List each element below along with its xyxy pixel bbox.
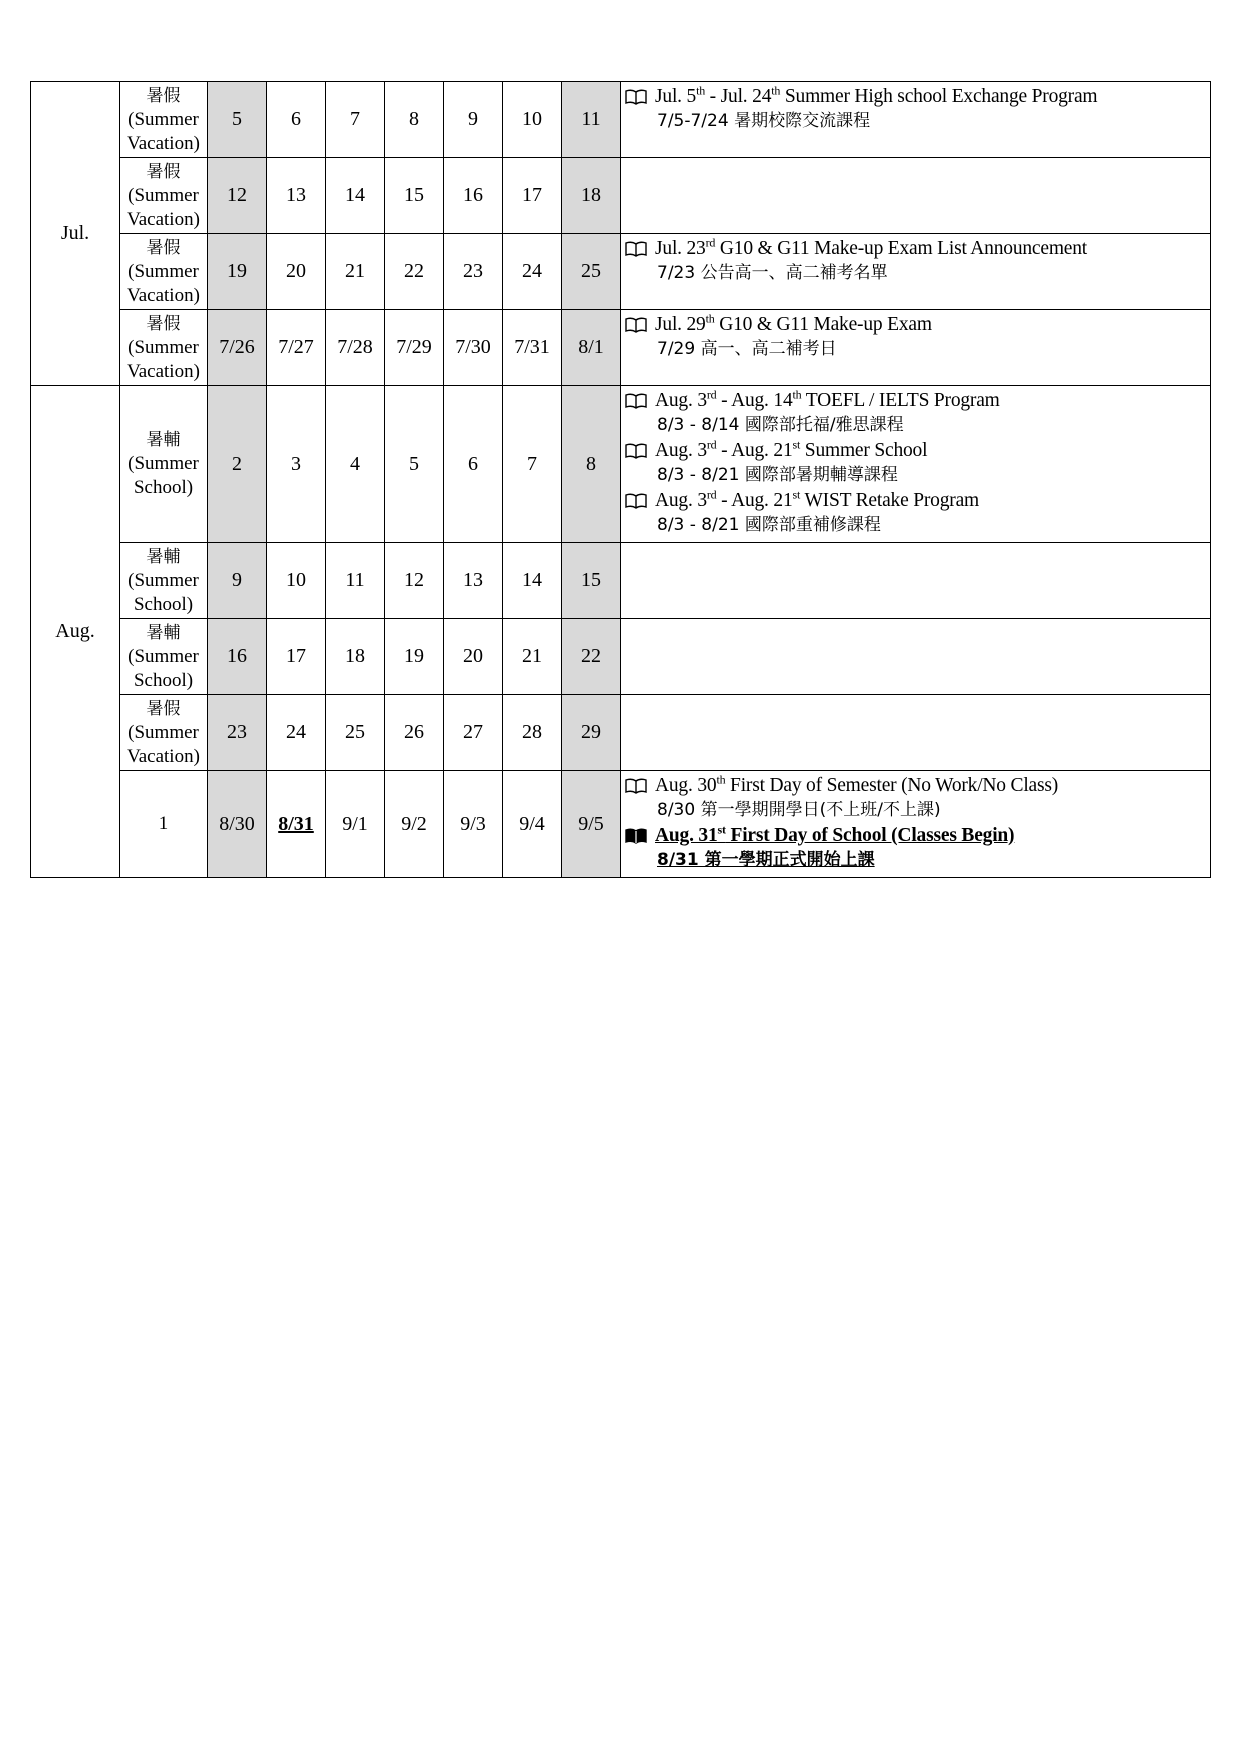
event-text-part: First Day of Semester (No Work/No Class) [725,775,1059,796]
event-text-part: - Aug. 21 [716,440,793,461]
weekday-cell: 7/27 [267,310,326,386]
weekday-cell: 17 [503,158,562,234]
weekend-day-cell: 8/30 [208,771,267,878]
weekend-day-cell: 7/26 [208,310,267,386]
weekday-cell: 8 [385,82,444,158]
events-cell [621,158,1211,234]
event-text-part: Aug. 3 [655,440,707,461]
open-book-icon [625,393,647,409]
weekday-cell: 15 [385,158,444,234]
weekday-cell: 3 [267,386,326,543]
open-book-icon [625,241,647,257]
weekday-cell: 20 [444,619,503,695]
open-book-icon [625,317,647,333]
weekday-cell: 21 [503,619,562,695]
event-text-en [655,488,1206,513]
event-text-zh: 8/3 - 8/14 國際部托福/雅思課程 [657,415,904,435]
event-text-part: rd [706,487,717,502]
open-book-icon [625,778,647,794]
weekday-cell: 6 [267,82,326,158]
weekday-cell: 7/28 [326,310,385,386]
event-item [625,312,1206,362]
calendar-week-row [31,543,1211,619]
event-text-part: Summer School [800,440,928,461]
calendar-week-row [31,386,1211,543]
weekday-cell: 28 [503,695,562,771]
event-item [625,388,1206,438]
calendar-week-row [31,234,1211,310]
events-cell [621,619,1211,695]
term-label-zh: 暑輔 [146,622,181,643]
event-text-part: st [717,822,726,837]
weekday-cell: 14 [326,158,385,234]
event-text-part: th [696,83,705,98]
weekday-cell: 7/30 [444,310,503,386]
weekend-day-cell: 19 [208,234,267,310]
event-text-part: rd [706,437,717,452]
weekday-cell: 10 [267,543,326,619]
events-cell [621,695,1211,771]
weekday-cell: 9 [444,82,503,158]
weekend-day-cell: 15 [562,543,621,619]
week-number: 1 [158,813,169,834]
events-cell [621,82,1211,158]
term-label-en: (Summer Vacation) [127,260,200,306]
weekday-cell: 7 [326,82,385,158]
weekday-cell: 9/3 [444,771,503,878]
weekday-cell: 6 [444,386,503,543]
academic-calendar-table [30,81,1211,878]
weekday-cell: 24 [503,234,562,310]
event-text-part: - Jul. 24 [705,86,772,107]
term-label-en: (Summer Vacation) [127,721,200,767]
weekday-cell: 7/31 [503,310,562,386]
weekday-cell: 14 [503,543,562,619]
weekday-cell: 12 [385,543,444,619]
event-text-part: - Aug. 21 [716,490,793,511]
events-cell [621,771,1211,878]
open-book-icon [625,89,647,105]
event-text-part: Aug. 3 [655,490,707,511]
week-term-cell [120,619,208,695]
week-term-cell [120,310,208,386]
weekday-cell: 13 [267,158,326,234]
weekend-day-cell: 9/5 [562,771,621,878]
weekday-cell: 26 [385,695,444,771]
event-text-part: Summer High school Exchange Program [780,86,1098,107]
weekday-cell: 5 [385,386,444,543]
weekend-day-cell: 8/1 [562,310,621,386]
term-label-zh: 暑假 [146,698,181,719]
event-text-part: th [792,387,802,402]
weekday-cell: 19 [385,619,444,695]
weekend-day-cell: 16 [208,619,267,695]
weekday-cell: 24 [267,695,326,771]
open-book-icon [625,493,647,509]
term-label-en: (Summer School) [128,645,199,691]
weekend-day-cell: 9 [208,543,267,619]
events-cell [621,386,1211,543]
weekday-cell: 17 [267,619,326,695]
event-text-part: Jul. 5 [655,86,697,107]
event-text-part: Aug. 30 [655,775,717,796]
month-label: Jul. [31,82,120,386]
month-label: Aug. [31,386,120,878]
event-text-en [655,823,1206,848]
event-text-zh: 7/23 公告高一、高二補考名單 [657,263,888,283]
weekend-day-cell: 25 [562,234,621,310]
weekday-cell: 20 [267,234,326,310]
event-text-part: First Day of School (Classes Begin) [725,825,1015,846]
weekend-day-cell: 8 [562,386,621,543]
event-text-part: Aug. 3 [655,390,707,411]
event-text-part: rd [706,387,717,402]
event-item [625,823,1206,873]
weekday-cell: 25 [326,695,385,771]
event-text-zh: 8/3 - 8/21 國際部暑期輔導課程 [657,465,898,485]
event-text-part: Aug. 31 [655,825,718,846]
event-item [625,438,1206,488]
event-item [625,773,1206,823]
weekday-cell: 21 [326,234,385,310]
weekend-day-cell: 22 [562,619,621,695]
events-cell [621,543,1211,619]
event-text-part: G10 & G11 Make-up Exam List Announcement [715,238,1088,259]
event-item [625,488,1206,538]
event-text-part: th [771,83,781,98]
event-text-en [655,312,1206,337]
event-text-en [655,388,1206,413]
calendar-week-row [31,771,1211,878]
term-label-en: (Summer Vacation) [127,108,200,154]
calendar-week-row [31,695,1211,771]
event-text-en [655,84,1206,109]
weekday-cell: 7/29 [385,310,444,386]
week-term-cell [120,82,208,158]
open-book-icon [625,443,647,459]
weekend-day-cell: 18 [562,158,621,234]
calendar-week-row [31,82,1211,158]
week-term-cell [120,234,208,310]
event-text-part: th [705,311,715,326]
event-text-en [655,236,1206,261]
term-label-zh: 暑輔 [146,430,181,450]
weekend-day-cell: 29 [562,695,621,771]
calendar-week-row [31,619,1211,695]
week-term-cell [120,386,208,543]
weekday-cell: 7 [503,386,562,543]
weekday-cell: 23 [444,234,503,310]
weekend-day-cell: 5 [208,82,267,158]
event-text-en [655,438,1206,463]
events-cell [621,310,1211,386]
week-term-cell [120,695,208,771]
weekday-cell: 9/4 [503,771,562,878]
event-text-part: rd [705,235,716,250]
term-label-zh: 暑輔 [146,546,181,567]
weekday-cell: 11 [326,543,385,619]
event-text-part: st [792,437,801,452]
term-label-zh: 暑假 [146,85,181,106]
week-term-cell [120,158,208,234]
weekday-cell: 18 [326,619,385,695]
event-text-en [655,773,1206,798]
event-text-zh: 8/3 - 8/21 國際部重補修課程 [657,515,881,535]
weekday-cell: 27 [444,695,503,771]
week-term-cell [120,771,208,878]
term-label-en: (Summer School) [128,453,199,498]
event-text-zh: 7/29 高一、高二補考日 [657,339,837,359]
event-text-zh: 8/31 第一學期正式開始上課 [657,850,875,870]
weekend-day-cell: 11 [562,82,621,158]
event-text-part: st [792,487,801,502]
weekend-day-cell: 23 [208,695,267,771]
event-text-part: TOEFL / IELTS Program [801,390,1000,411]
calendar-week-row [31,310,1211,386]
calendar-week-row [31,158,1211,234]
event-text-zh: 7/5-7/24 暑期校際交流課程 [657,111,871,131]
event-item [625,236,1206,286]
weekend-day-cell: 2 [208,386,267,543]
weekday-cell: 10 [503,82,562,158]
term-label-zh: 暑假 [146,161,181,182]
weekday-cell: 13 [444,543,503,619]
weekend-day-cell: 12 [208,158,267,234]
event-text-part: WIST Retake Program [800,490,979,511]
event-text-zh: 8/30 第一學期開學日(不上班/不上課) [657,800,941,820]
event-text-part: Jul. 29 [655,314,706,335]
week-term-cell [120,543,208,619]
weekday-cell: 9/2 [385,771,444,878]
events-cell [621,234,1211,310]
weekday-cell: 16 [444,158,503,234]
weekday-cell: 9/1 [326,771,385,878]
term-label-en: (Summer Vacation) [127,336,200,382]
term-label-zh: 暑假 [146,313,181,334]
weekday-cell: 22 [385,234,444,310]
open-book-icon [625,828,647,844]
event-text-part: Jul. 23 [655,238,706,259]
event-text-part: th [716,772,726,787]
term-label-en: (Summer School) [128,569,199,615]
event-text-part: G10 & G11 Make-up Exam [714,314,932,335]
event-item [625,84,1206,134]
term-label-en: (Summer Vacation) [127,184,200,230]
weekday-cell: 4 [326,386,385,543]
event-text-part: - Aug. 14 [716,390,793,411]
term-label-zh: 暑假 [146,237,181,258]
weekday-cell: 8/31 [267,771,326,878]
